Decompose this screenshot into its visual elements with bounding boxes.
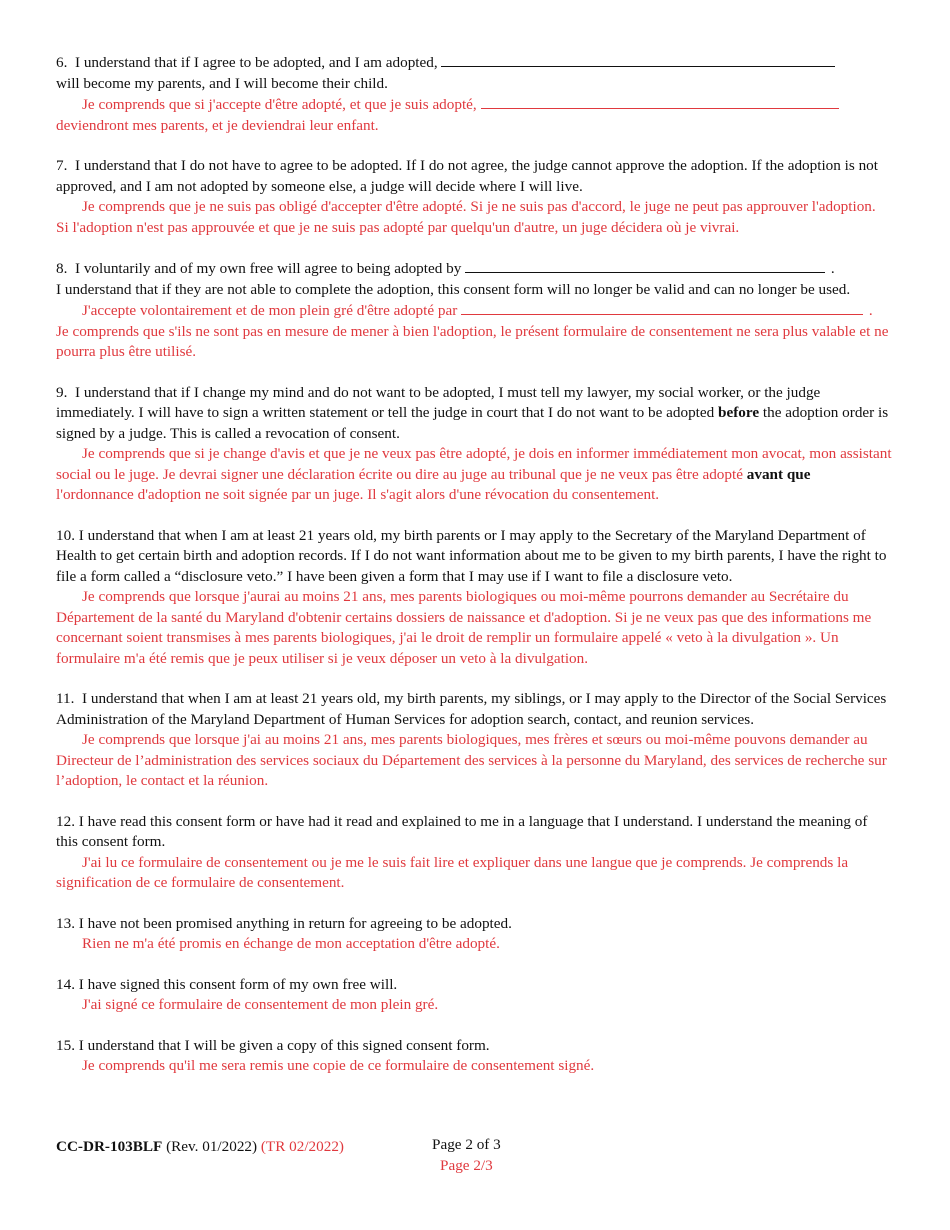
adopter-name-blank-fr[interactable] — [461, 300, 863, 315]
translation-revision: (TR 02/2022) — [260, 1138, 344, 1155]
emphasis-avant-que: avant que — [746, 465, 811, 483]
item-15 — [56, 1036, 892, 1077]
parents-name-blank-fr[interactable] — [481, 94, 839, 109]
item-8-fr: J'accepte volontairement et de mon plein gré d'être adopté par . Je comprends que s'ils ne sont pas en mesure de mener à bien l'adoption, le présent formulaire de consentement ne sera plus valable et ne pourra plus être utilisé. — [56, 302, 889, 360]
item-9-fr: Je comprends que si je change d'avis et que je ne veux pas être adopté, je dois en informer immédiatement mon avocat, mon assistant social ou le juge. Je devrai signer une déclaration écrite ou dire au juge au tribunal que je ne veux pas être adopté avant que l'ordonnance d'adoption ne soit signée par un juge. Il s'agit alors d'une révocation du consentement. — [56, 445, 892, 503]
item-10 — [56, 526, 892, 670]
item-15-fr: Je comprends qu'il me sera remis une copie de ce formulaire de consentement signé. — [82, 1057, 595, 1074]
item-7-en: 7. I understand that I do not have to agree to be adopted. If I do not agree, the judge cannot approve the adoption. If the adoption is not approved, and I am not adopted by someone else, a judge will decide where I will live. — [56, 157, 878, 195]
item-13-fr: Rien ne m'a été promis en échange de mon acceptation d'être adopté. — [82, 935, 500, 952]
item-9-en: 9. I understand that if I change my mind and do not want to be adopted, I must tell my lawyer, my social worker, or the judge immediately. I will have to sign a written statement or tell the judge in court that I do not want to be adopted before the adoption order is signed by a judge. This is called a revocation of consent. — [56, 383, 889, 442]
item-6 — [56, 52, 892, 136]
item-13 — [56, 914, 892, 955]
item-11-fr: Je comprends que lorsque j'ai au moins 21 ans, mes parents biologiques, mes frères et sœurs ou moi-même pouvons demander au Directeur de l’administration des services sociaux du Département des services à la personne du Maryland, des services de recherche sur l’adoption, le contact et la réunion. — [56, 731, 887, 789]
item-14-fr: J'ai signé ce formulaire de consentement de mon plein gré. — [82, 996, 439, 1013]
item-10-fr: Je comprends que lorsque j'aurai au moins 21 ans, mes parents biologiques ou moi-même pourrons demander au Secrétaire du Département de la santé du Maryland d'obtenir certains dossiers de naissance et d'adoption. Si je ne veux pas que des informations me concernant soient transmises à mes parents biologiques, j'ai le droit de remplir un formulaire appelé « veto à la divulgation ». Un formulaire m'a été remis que je peux utiliser si je veux déposer un veto à la divulgation. — [56, 588, 872, 667]
item-6-en: 6. I understand that if I agree to be adopted, and I am adopted, will become my parents, and I will become their child. — [56, 52, 892, 94]
page-number-en: Page 2 of 3 — [432, 1136, 501, 1153]
page-number — [432, 1135, 501, 1176]
item-8-en: 8. I voluntarily and of my own free will agree to being adopted by . I understand that if they are not able to complete the adoption, this consent form will no longer be valid and can no longer be used. — [56, 260, 851, 298]
parents-name-blank[interactable] — [441, 52, 835, 67]
form-id: CC-DR-103BLF — [56, 1138, 163, 1155]
item-7-fr: Je comprends que je ne suis pas obligé d'accepter d'être adopté. Si je ne suis pas d'accord, le juge ne peut pas approuver l'adoption. Si l'adoption n'est pas approuvée et que je ne suis pas adopté par quelqu'un d'autre, un juge décidera où je vivrai. — [56, 198, 876, 236]
item-14 — [56, 975, 892, 1016]
item-7 — [56, 156, 892, 238]
item-14-en: 14. I have signed this consent form of my own free will. — [56, 975, 398, 993]
item-12 — [56, 812, 892, 894]
item-12-en: 12. I have read this consent form or have had it read and explained to me in a language that I understand. I understand the meaning of this consent form. — [56, 812, 868, 850]
item-11 — [56, 689, 892, 792]
item-6-fr: Je comprends que si j'accepte d'être adopté, et que je suis adopté, deviendront mes parents, et je deviendrai leur enfant. — [56, 94, 892, 136]
form-id-line — [56, 1137, 344, 1158]
item-11-en: 11. I understand that when I am at least 21 years old, my birth parents, my siblings, or I may apply to the Director of the Social Services Administration of the Maryland Department of Human Services for adoption search, contact, and reunion services. — [56, 690, 887, 728]
revision: (Rev. 01/2022) — [166, 1138, 258, 1155]
item-10-en: 10. I understand that when I am at least 21 years old, my birth parents or I may apply to the Secretary of the Maryland Department of Health to get certain birth and adoption records. If I do not want information about me to be given to my birth parents, I have the right to file a form called a “disclosure veto.” I have been given a form that I may use if I want to file a disclosure veto. — [56, 526, 887, 585]
item-12-fr: J'ai lu ce formulaire de consentement ou je me le suis fait lire et expliquer dans une langue que je comprends. Je comprends la signification de ce formulaire de consentement. — [56, 853, 849, 891]
emphasis-before: before — [718, 404, 760, 421]
page-number-fr: Page 2/3 — [440, 1156, 493, 1174]
item-15-en: 15. I understand that I will be given a copy of this signed consent form. — [56, 1036, 490, 1054]
adopter-name-blank[interactable] — [465, 258, 825, 273]
item-8 — [56, 258, 892, 363]
document-body — [56, 52, 892, 1077]
item-9 — [56, 383, 892, 506]
item-13-en: 13. I have not been promised anything in return for agreeing to be adopted. — [56, 914, 512, 932]
